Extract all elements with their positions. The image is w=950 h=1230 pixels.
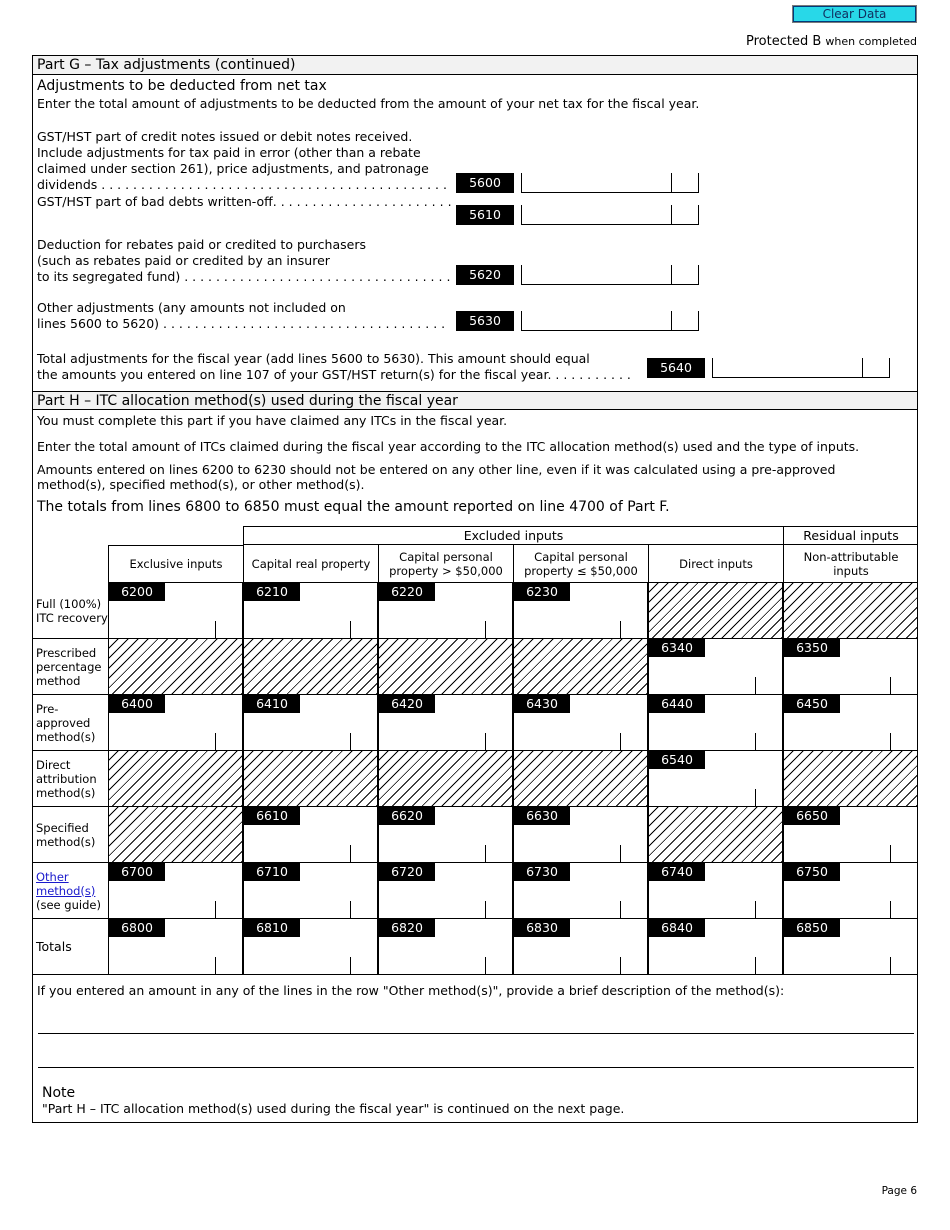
part-h-p3: Amounts entered on lines 6200 to 6230 should not be entered on any other line, even if it was calculated using a pre-approved method(s), specified method(s), or other method(s). — [37, 462, 836, 492]
amount-cell-6420[interactable] — [378, 695, 513, 751]
line-code-6350: 6350 — [784, 639, 840, 657]
cents-divider — [890, 901, 891, 918]
cents-divider — [350, 901, 351, 918]
part-h-p4: The totals from lines 6800 to 6850 must equal the amount reported on line 4700 of Part F. — [37, 499, 670, 515]
cents-divider — [485, 957, 486, 974]
line-code-5620: 5620 — [456, 265, 514, 285]
group-header-excluded: Excluded inputs — [243, 526, 783, 545]
cents-divider — [215, 901, 216, 918]
shaded-cell — [513, 639, 648, 695]
part-h-p1: You must complete this part if you have claimed any ITCs in the fiscal year. — [37, 413, 508, 428]
shaded-cell — [648, 583, 783, 639]
line-code-6820: 6820 — [379, 919, 435, 937]
amount-cell-6830[interactable] — [513, 919, 648, 975]
group-header-residual: Residual inputs — [783, 526, 918, 545]
cents-divider — [890, 733, 891, 750]
line-5610-text — [37, 194, 452, 210]
row-label-text: Pre-approved method(s) — [36, 701, 96, 744]
amount-cell-6740[interactable] — [648, 863, 783, 919]
line-5620-text — [37, 237, 450, 285]
line-code-5640: 5640 — [647, 358, 705, 378]
cents-divider — [620, 901, 621, 918]
shaded-cell — [108, 639, 243, 695]
cents-divider — [755, 733, 756, 750]
line-code-6440: 6440 — [649, 695, 705, 713]
cents-divider — [890, 677, 891, 694]
see-guide-text: (see guide) — [36, 897, 101, 912]
amount-cell-6630[interactable] — [513, 807, 648, 863]
line-5630-text-row: Other adjustments (any amounts not included on — [37, 300, 346, 315]
line-5600-text-row: claimed under section 261), price adjustments, and patronage — [37, 161, 429, 176]
row-label-text: Totals — [36, 938, 72, 954]
amount-cell-6820[interactable] — [378, 919, 513, 975]
part-h-header: Part H – ITC allocation method(s) used during the fiscal year — [33, 391, 917, 410]
column-header-6: Non-attributable inputs — [783, 545, 918, 583]
amount-cell-6800[interactable] — [108, 919, 243, 975]
amount-cell-6410[interactable] — [243, 695, 378, 751]
row-label-text — [36, 870, 108, 912]
amount-field-5600[interactable] — [521, 173, 699, 193]
amount-field-5640[interactable] — [712, 358, 890, 378]
line-code-6400: 6400 — [109, 695, 165, 713]
row-label-text: Prescribed percentage method — [36, 645, 102, 688]
description-line-1[interactable] — [38, 1033, 914, 1034]
line-5600-text-row: GST/HST part of credit notes issued or debit notes received. — [37, 129, 413, 144]
amount-cell-6430[interactable] — [513, 695, 648, 751]
cents-divider — [485, 733, 486, 750]
line-5640-text-row: the amounts you entered on line 107 of your GST/HST return(s) for the fiscal year. . . . . . . . . . . — [37, 367, 631, 382]
line-5610-text-row: GST/HST part of bad debts written-off. . . . . . . . . . . . . . . . . . . . . . . — [37, 194, 452, 209]
line-code-5630: 5630 — [456, 311, 514, 331]
line-code-6430: 6430 — [514, 695, 570, 713]
line-code-5600: 5600 — [456, 173, 514, 193]
line-code-6700: 6700 — [109, 863, 165, 881]
amount-cell-6350[interactable] — [783, 639, 918, 695]
amount-cell-6730[interactable] — [513, 863, 648, 919]
protected-label — [746, 34, 917, 49]
note-title: Note — [42, 1085, 76, 1101]
clear-data-button[interactable]: Clear Data — [793, 6, 916, 22]
column-header-4: Capital personal property ≤ $50,000 — [513, 545, 648, 583]
form-frame — [32, 55, 918, 1123]
column-header-2: Capital real property — [243, 545, 378, 583]
cents-divider — [755, 789, 756, 806]
note-text: "Part H – ITC allocation method(s) used during the fiscal year" is continued on the next page. — [42, 1101, 625, 1116]
amount-cell-6750[interactable] — [783, 863, 918, 919]
line-5640-text — [37, 351, 631, 383]
shaded-cell — [648, 807, 783, 863]
amount-cell-6540[interactable] — [648, 751, 783, 807]
line-code-6800: 6800 — [109, 919, 165, 937]
amount-cell-6400[interactable] — [108, 695, 243, 751]
amount-cell-6450[interactable] — [783, 695, 918, 751]
cents-divider — [350, 957, 351, 974]
line-code-6410: 6410 — [244, 695, 300, 713]
row-label-text: Specified method(s) — [36, 820, 96, 849]
line-code-6810: 6810 — [244, 919, 300, 937]
line-code-6720: 6720 — [379, 863, 435, 881]
line-code-6710: 6710 — [244, 863, 300, 881]
shaded-cell — [378, 639, 513, 695]
shaded-cell — [513, 751, 648, 807]
amount-cell-6850[interactable] — [783, 919, 918, 975]
column-header-5: Direct inputs — [648, 545, 783, 583]
amount-cell-6210[interactable] — [243, 583, 378, 639]
shaded-cell — [108, 807, 243, 863]
cents-divider — [620, 733, 621, 750]
row-label-3 — [33, 695, 108, 751]
cents-divider — [755, 957, 756, 974]
amount-cell-6220[interactable] — [378, 583, 513, 639]
row-label-5 — [33, 807, 108, 863]
cents-divider — [485, 621, 486, 638]
shaded-cell — [243, 639, 378, 695]
page-number: Page 6 — [881, 1185, 917, 1197]
amount-cell-6440[interactable] — [648, 695, 783, 751]
shaded-cell — [783, 751, 918, 807]
amount-cell-6340[interactable] — [648, 639, 783, 695]
cents-divider — [350, 733, 351, 750]
other-methods-link[interactable]: Other method(s) — [36, 869, 96, 898]
cents-divider — [671, 265, 672, 284]
line-code-6850: 6850 — [784, 919, 840, 937]
cents-divider — [215, 621, 216, 638]
cents-divider — [620, 957, 621, 974]
row-label-7 — [33, 919, 108, 975]
row-label-text: Full (100%) ITC recovery — [36, 596, 108, 625]
part-g-subtitle: Adjustments to be deducted from net tax — [37, 78, 327, 94]
line-code-6610: 6610 — [244, 807, 300, 825]
shaded-cell — [378, 751, 513, 807]
line-5620-text-row: (such as rebates paid or credited by an insurer — [37, 253, 330, 268]
cents-divider — [485, 845, 486, 862]
amount-cell-6810[interactable] — [243, 919, 378, 975]
line-code-6540: 6540 — [649, 751, 705, 769]
row-label-4 — [33, 751, 108, 807]
line-code-6750: 6750 — [784, 863, 840, 881]
line-code-6220: 6220 — [379, 583, 435, 601]
cents-divider — [862, 358, 863, 377]
line-code-6200: 6200 — [109, 583, 165, 601]
amount-cell-6710[interactable] — [243, 863, 378, 919]
shaded-cell — [783, 583, 918, 639]
line-code-6740: 6740 — [649, 863, 705, 881]
line-code-6650: 6650 — [784, 807, 840, 825]
line-code-6830: 6830 — [514, 919, 570, 937]
line-5640-text-row: Total adjustments for the fiscal year (add lines 5600 to 5630). This amount should equal — [37, 351, 590, 366]
part-h-p2: Enter the total amount of ITCs claimed during the fiscal year according to the ITC allocation method(s) used and the type of inputs. — [37, 439, 860, 454]
amount-cell-6230[interactable] — [513, 583, 648, 639]
cents-divider — [755, 677, 756, 694]
cents-divider — [215, 957, 216, 974]
line-5600-text — [37, 129, 447, 193]
part-g-intro: Enter the total amount of adjustments to be deducted from the amount of your net tax for the fiscal year. — [37, 96, 700, 111]
line-5630-text — [37, 300, 445, 332]
line-5620-text-row: Deduction for rebates paid or credited to purchasers — [37, 237, 366, 252]
line-5600-text-row: dividends . . . . . . . . . . . . . . . . . . . . . . . . . . . . . . . . . . . . . . . . . . . . — [37, 177, 447, 192]
line-5620-text-row: to its segregated fund) . . . . . . . . . . . . . . . . . . . . . . . . . . . . . . . . . . — [37, 269, 451, 284]
cents-divider — [671, 173, 672, 192]
protected-main: Protected B — [746, 34, 822, 49]
row-label-6 — [33, 863, 108, 919]
shaded-cell — [108, 751, 243, 807]
amount-cell-6720[interactable] — [378, 863, 513, 919]
amount-cell-6610[interactable] — [243, 807, 378, 863]
line-code-6230: 6230 — [514, 583, 570, 601]
cents-divider — [671, 205, 672, 224]
part-g-header: Part G – Tax adjustments (continued) — [33, 56, 917, 75]
description-line-2[interactable] — [38, 1067, 914, 1068]
amount-cell-6620[interactable] — [378, 807, 513, 863]
line-5630-text-row: lines 5600 to 5620) . . . . . . . . . . . . . . . . . . . . . . . . . . . . . . . . . . . . — [37, 316, 446, 331]
cents-divider — [485, 901, 486, 918]
line-code-6840: 6840 — [649, 919, 705, 937]
cents-divider — [890, 957, 891, 974]
describe-text: If you entered an amount in any of the lines in the row "Other method(s)", provide a brief description of the method(s): — [37, 983, 785, 998]
cents-divider — [620, 845, 621, 862]
line-code-6420: 6420 — [379, 695, 435, 713]
line-code-5610: 5610 — [456, 205, 514, 225]
cents-divider — [215, 733, 216, 750]
amount-field-5620[interactable] — [521, 265, 699, 285]
column-header-1: Exclusive inputs — [108, 545, 243, 583]
cents-divider — [350, 845, 351, 862]
amount-cell-6650[interactable] — [783, 807, 918, 863]
cents-divider — [890, 845, 891, 862]
amount-field-5610[interactable] — [521, 205, 699, 225]
protected-small: when completed — [825, 35, 917, 48]
amount-cell-6700[interactable] — [108, 863, 243, 919]
line-code-6620: 6620 — [379, 807, 435, 825]
cents-divider — [620, 621, 621, 638]
line-5600-text-row: Include adjustments for tax paid in error (other than a rebate — [37, 145, 421, 160]
row-label-1 — [33, 583, 108, 639]
line-code-6730: 6730 — [514, 863, 570, 881]
cents-divider — [350, 621, 351, 638]
cents-divider — [671, 311, 672, 330]
row-label-text: Direct attribution method(s) — [36, 757, 97, 800]
line-code-6210: 6210 — [244, 583, 300, 601]
line-code-6630: 6630 — [514, 807, 570, 825]
amount-cell-6840[interactable] — [648, 919, 783, 975]
cents-divider — [755, 901, 756, 918]
line-code-6450: 6450 — [784, 695, 840, 713]
line-code-6340: 6340 — [649, 639, 705, 657]
amount-field-5630[interactable] — [521, 311, 699, 331]
row-label-2 — [33, 639, 108, 695]
shaded-cell — [243, 751, 378, 807]
amount-cell-6200[interactable] — [108, 583, 243, 639]
column-header-3: Capital personal property > $50,000 — [378, 545, 513, 583]
